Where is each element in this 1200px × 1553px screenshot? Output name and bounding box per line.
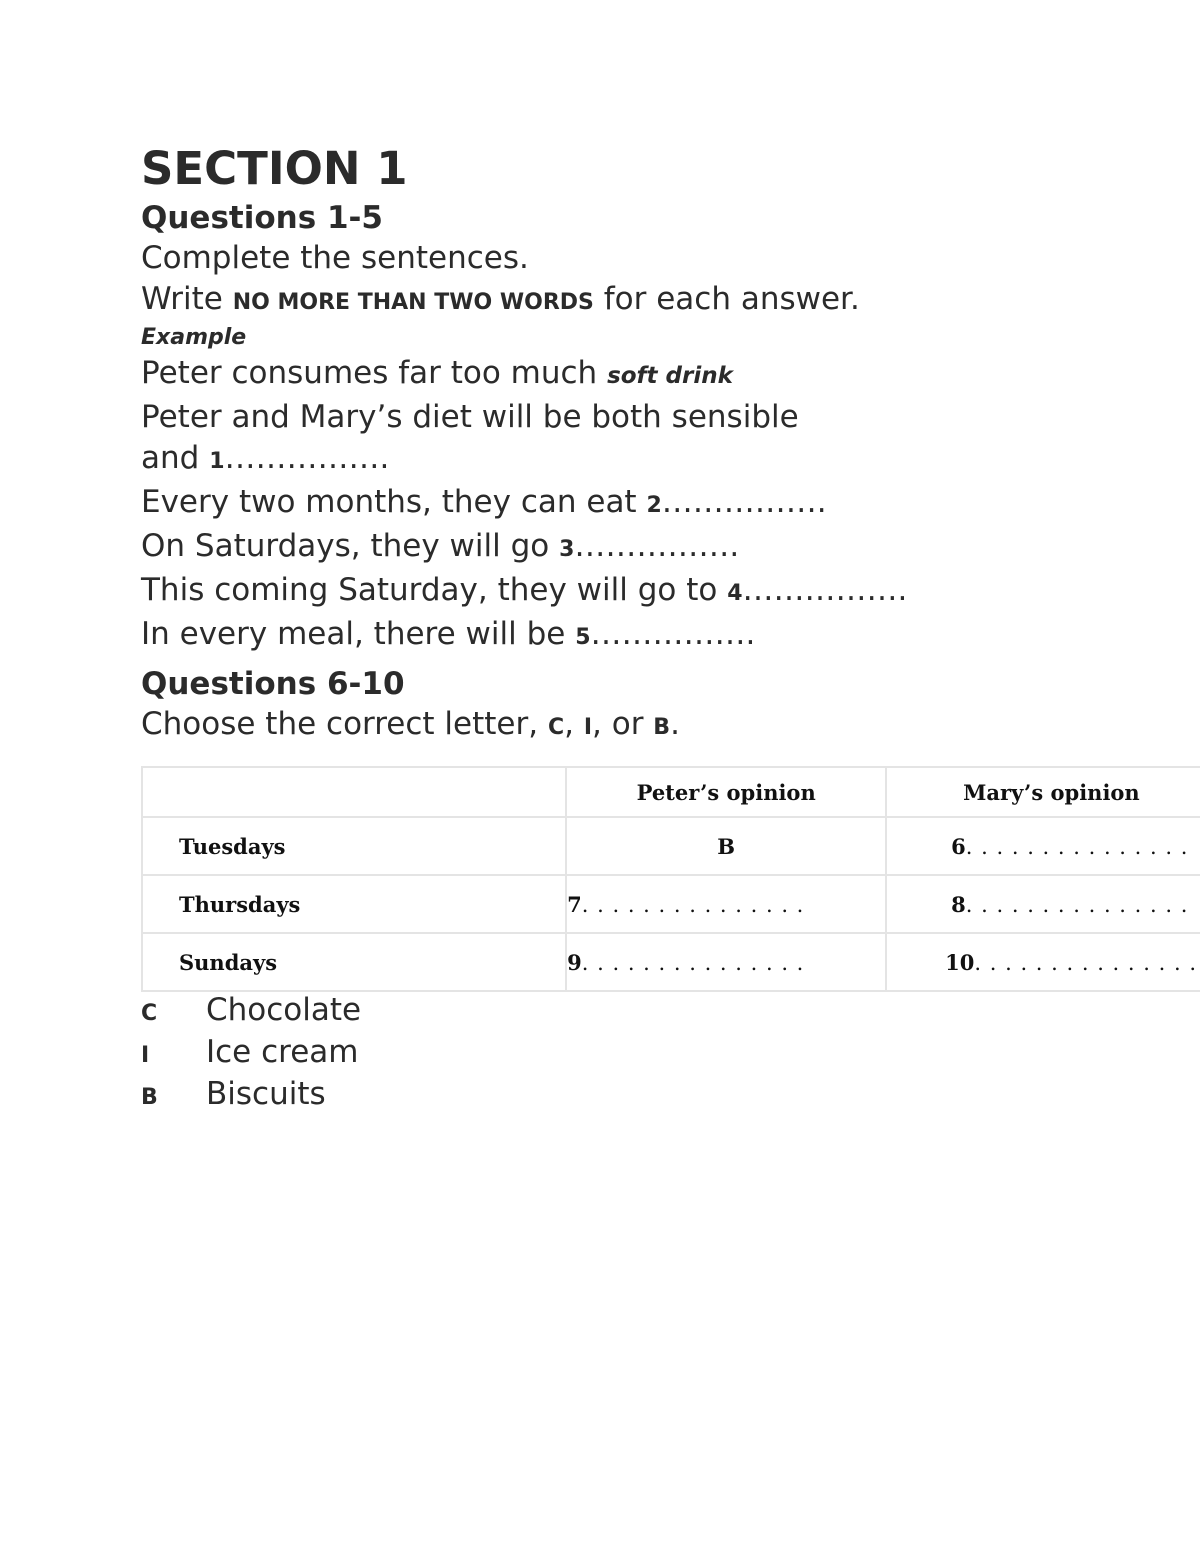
sentence-4 [141,570,1200,614]
question-number-8: 8 [951,891,966,917]
row-day-tuesdays: Tuesdays [142,817,566,875]
instruction-choose-letter [141,704,1200,748]
instruction-choose-pre: Choose the correct letter, [141,706,548,742]
answer-blank-9[interactable]: . . . . . . . . . . . . . . . [581,950,805,975]
answer-blank-6[interactable]: . . . . . . . . . . . . . . . [965,834,1189,859]
answer-blank-4[interactable]: ……………. [742,572,908,608]
questions-1-5-heading: Questions 1-5 [141,200,383,236]
instruction-word-limit-post: for each answer. [593,281,860,317]
sentence-2-text: Every two months, they can eat [141,484,647,520]
header-empty-cell [142,767,566,817]
sentence-5 [141,614,1200,658]
question-number-10: 10 [945,949,975,975]
mary-tuesdays-cell[interactable] [886,817,1200,875]
key-text-biscuits: Biscuits [206,1076,326,1112]
answer-blank-2[interactable]: ……………. [661,484,827,520]
key-letter-b: B [141,1085,158,1110]
answer-blank-8[interactable]: . . . . . . . . . . . . . . . [965,892,1189,917]
instruction-complete: Complete the sentences. [141,240,529,276]
row-day-sundays: Sundays [142,933,566,991]
instruction-letter-i: I [583,715,593,740]
peter-tuesdays-answer: B [566,817,886,875]
instruction-sep-1: , [564,706,584,742]
key-letter-i: I [141,1043,150,1068]
sentence-1-text: and [141,440,210,476]
mary-thursdays-cell[interactable] [886,875,1200,933]
section-title: SECTION 1 [141,142,408,195]
question-number-5: 5 [575,625,591,650]
answer-blank-3[interactable]: ……………. [574,528,740,564]
table-row [142,875,1200,933]
peter-thursdays-cell[interactable] [566,875,886,933]
sentence-2 [141,482,1200,526]
instruction-sep-2: , or [592,706,654,742]
header-marys-opinion: Mary’s opinion [886,767,1200,817]
example-answer: soft drink [607,363,733,389]
instruction-end: . [670,706,680,742]
sentence-intro: Peter and Mary’s diet will be both sensible [141,399,799,435]
question-number-2: 2 [646,493,662,518]
question-number-7: 7 [567,891,582,917]
key-letter-c: C [141,1001,158,1026]
key-text-chocolate: Chocolate [206,992,362,1028]
table-row [142,933,1200,991]
question-number-4: 4 [727,581,743,606]
sentence-5-text: In every meal, there will be [141,616,576,652]
instruction-word-limit-bold: NO MORE THAN TWO WORDS [232,290,594,315]
sentence-3 [141,526,1200,570]
answer-blank-1[interactable]: ……………. [224,440,390,476]
mary-sundays-cell[interactable] [886,933,1200,991]
example-sentence [141,353,1200,397]
key-text-ice-cream: Ice cream [206,1034,359,1070]
sentence-4-text: This coming Saturday, they will go to [141,572,728,608]
instruction-letter-c: C [547,715,565,740]
instruction-word-limit [141,279,1200,323]
list-item [141,1076,1200,1118]
sentence-3-text: On Saturdays, they will go [141,528,560,564]
list-item [141,1034,1200,1076]
question-number-9: 9 [567,949,582,975]
answer-blank-5[interactable]: ……………. [590,616,756,652]
table-row [142,817,1200,875]
answer-blank-7[interactable]: . . . . . . . . . . . . . . . [581,892,805,917]
list-item [141,992,1200,1034]
worksheet-page [141,140,1200,1118]
sentence-1 [141,438,1200,482]
row-day-thursdays: Thursdays [142,875,566,933]
instruction-letter-b: B [653,715,671,740]
questions-6-10-heading: Questions 6-10 [141,666,405,702]
question-number-3: 3 [559,537,575,562]
question-number-1: 1 [209,449,225,474]
answer-blank-10[interactable]: . . . . . . . . . . . . . . . [974,950,1197,975]
example-text: Peter consumes far too much [141,355,608,391]
opinion-table [141,766,1200,992]
header-peters-opinion: Peter’s opinion [566,767,886,817]
table-header-row [142,767,1200,817]
answer-key-list [141,992,1200,1118]
question-number-6: 6 [951,833,966,859]
peter-sundays-cell[interactable] [566,933,886,991]
example-label: Example [141,325,247,350]
instruction-word-limit-pre: Write [141,281,233,317]
